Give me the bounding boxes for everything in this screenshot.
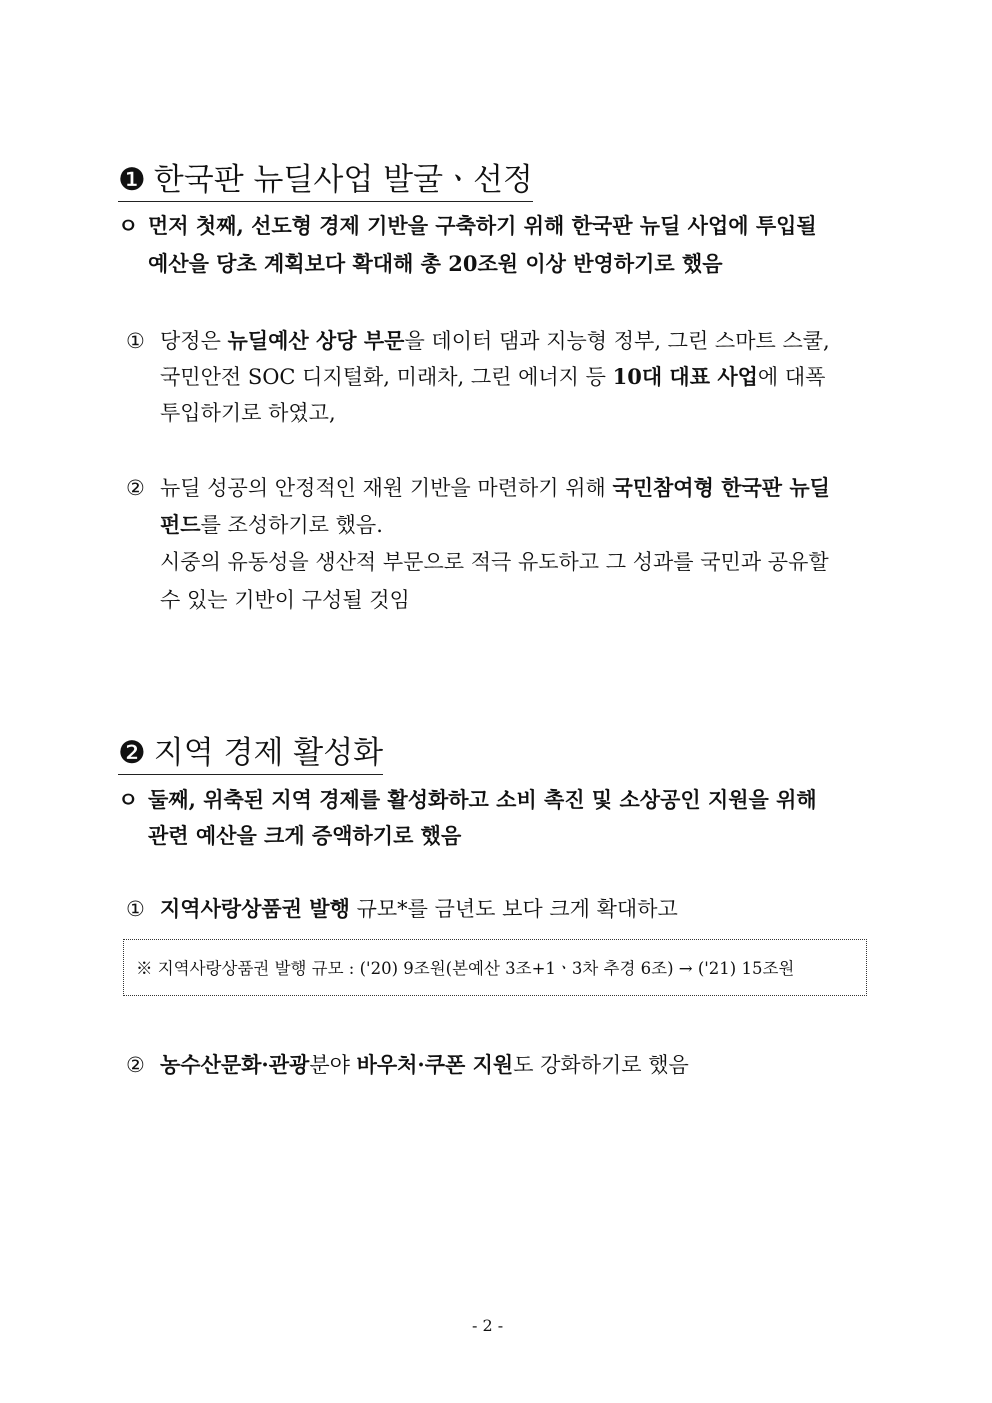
item-emphasis: 바우처·쿠폰 지원 (356, 1052, 514, 1077)
section-2-item-2 (126, 1047, 689, 1083)
section-1-item-1-line-2 (160, 359, 825, 395)
section-2-bullet-line-2: 관련 예산을 크게 증액하기로 했음 (148, 823, 462, 848)
page-number: - 2 - (472, 1316, 504, 1335)
item-emphasis: 펀드 (160, 512, 201, 537)
item-text: 를 조성하기로 했음. (200, 513, 383, 537)
section-2-item-1 (126, 891, 678, 927)
bullet-text: 먼저 첫째, 선도형 경제 기반을 구축하기 위해 한국판 뉴딜 사업에 투입될 (148, 213, 817, 238)
item-emphasis: 농수산문화·관광 (160, 1052, 310, 1077)
section-1-bullet-line-1 (118, 208, 817, 244)
note-text: ※ 지역사랑상품권 발행 규모 : ('20) 9조원(본예산 3조+1ㆍ3차 추경 6조) → ('21) 15조원 (136, 959, 795, 978)
section-2-bullet-line-1 (118, 782, 817, 818)
section-1-item-2-line-2 (160, 507, 383, 543)
item-text: 당정은 (160, 329, 228, 353)
section-1-item-1-line-3: 투입하기로 하였고, (160, 401, 336, 425)
section-1-number: ❶ (118, 162, 146, 198)
item-marker: ① (126, 897, 145, 921)
note-box (123, 939, 867, 996)
section-2-title: 지역 경제 활성화 (153, 735, 384, 771)
item-text: 분야 (309, 1053, 357, 1077)
item-marker: ② (126, 476, 145, 500)
section-1-item-1-line-1 (126, 323, 830, 359)
bullet-mark: ㅇ (118, 213, 139, 238)
item-text: 규모*를 금년도 보다 크게 확대하고 (349, 897, 678, 921)
item-text: 에 대폭 (757, 365, 826, 389)
item-text: 을 데이터 댐과 지능형 정부, 그린 스마트 스쿨, (404, 329, 830, 353)
section-1-item-2-line-1 (126, 470, 830, 506)
section-1-heading (118, 160, 533, 202)
item-emphasis: 뉴딜예산 상당 부문 (227, 328, 405, 353)
bullet-mark: ㅇ (118, 787, 139, 812)
section-2-heading (118, 733, 383, 775)
section-2-number: ❷ (118, 735, 146, 771)
item-emphasis: 국민참여형 한국판 뉴딜 (612, 475, 830, 500)
item-text: 도 강화하기로 했음 (513, 1053, 689, 1077)
item-marker: ① (126, 329, 145, 353)
section-1-item-2-line-3: 시중의 유동성을 생산적 부문으로 적극 유도하고 그 성과를 국민과 공유할 (160, 550, 829, 574)
bullet-text: 둘째, 위축된 지역 경제를 활성화하고 소비 촉진 및 소상공인 지원을 위해 (148, 787, 817, 812)
item-text: 뉴딜 성공의 안정적인 재원 기반을 마련하기 위해 (160, 476, 613, 500)
item-emphasis: 10대 대표 사업 (612, 364, 758, 389)
section-1-item-2-line-4: 수 있는 기반이 구성될 것임 (160, 588, 410, 612)
item-emphasis: 지역사랑상품권 발행 (160, 896, 350, 921)
section-1-bullet-line-2: 예산을 당초 계획보다 확대해 총 20조원 이상 반영하기로 했음 (148, 251, 723, 276)
item-marker: ② (126, 1053, 145, 1077)
item-text: 국민안전 SOC 디지털화, 미래차, 그린 에너지 등 (160, 365, 613, 389)
section-1-title: 한국판 뉴딜사업 발굴ㆍ선정 (153, 162, 533, 198)
